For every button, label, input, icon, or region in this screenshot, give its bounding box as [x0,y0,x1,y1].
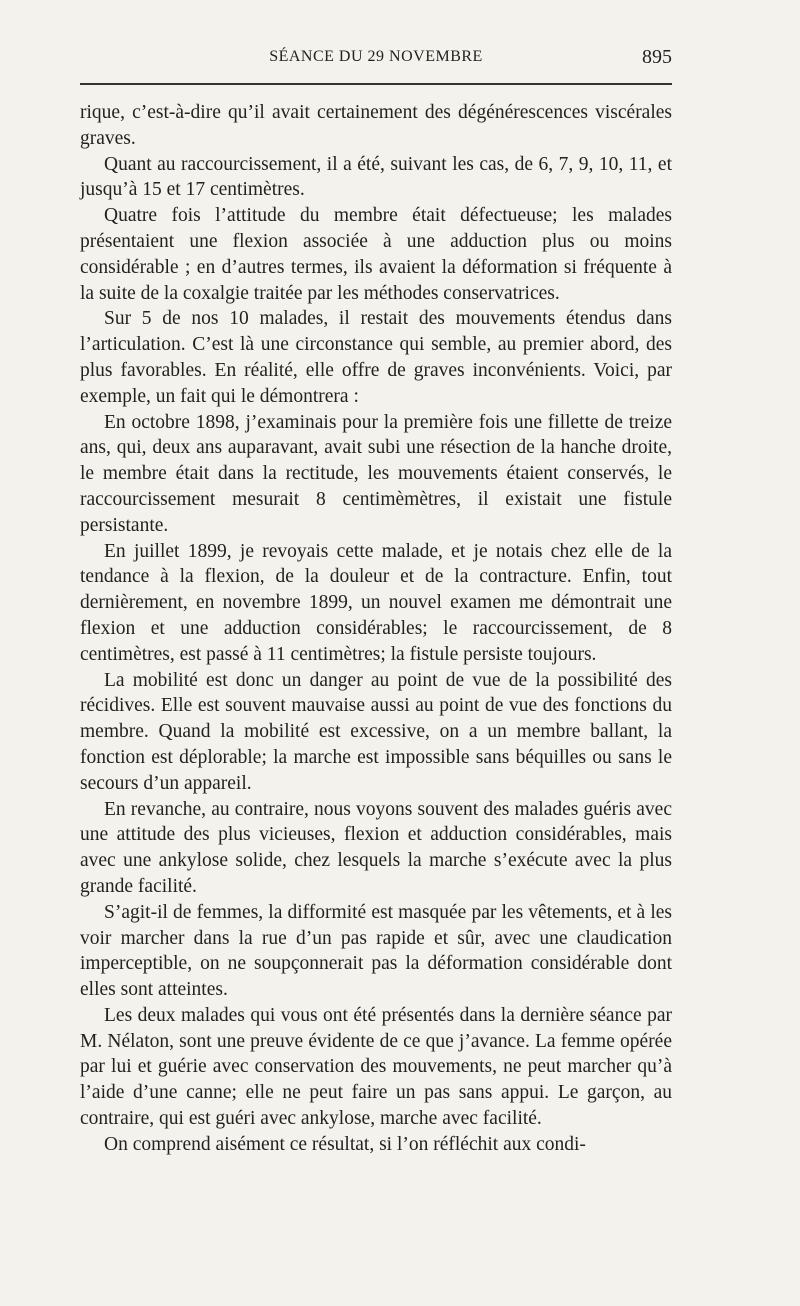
page-number: 895 [642,46,672,68]
running-head: SÉANCE DU 29 NOVEMBRE [269,48,483,65]
body-text [80,100,672,1158]
header-rule [80,83,672,85]
paragraph: Quant au raccourcissement, il a été, suivant les cas, de 6, 7, 9, 10, 11, et jusqu’à 15 et 17 centimètres. [80,153,672,201]
paragraph: La mobilité est donc un danger au point de vue de la possibilité des récidives. Elle est souvent mauvaise aussi au point de vue des fonctions du membre. Quand la mobilité est excessive, on a un membre ballant, la fonction est déplorable; la marche est impossible sans béquilles ou sans le secours d’un appareil. [80,669,672,794]
paragraph: En octobre 1898, j’examinais pour la première fois une fillette de treize ans, qui, deux ans auparavant, avait subi une résection de la hanche droite, le membre était dans la rectitude, les mouvements étaient conservés, le raccourcissement mesurait 8 centimèmètres, il existait une fistule persistante. [80,411,672,536]
paragraph: En juillet 1899, je revoyais cette malade, et je notais chez elle de la tendance à la flexion, de la douleur et de la contracture. Enfin, tout dernièrement, en novembre 1899, un nouvel examen me démontrait une flexion et une adduction considérables; le raccourcissement, de 8 centimètres, est passé à 11 centimètres; la fistule persiste toujours. [80,540,672,665]
paragraph: rique, c’est-à-dire qu’il avait certainement des dégénérescences viscérales graves. [80,102,672,149]
paragraph: Sur 5 de nos 10 malades, il restait des mouvements étendus dans l’articulation. C’est là une circonstance qui semble, au premier abord, des plus favorables. En réalité, elle offre de graves inconvénients. Voici, par exemple, un fait qui le démontrera : [80,308,672,407]
page-header [80,44,672,74]
paragraph: Quatre fois l’attitude du membre était défectueuse; les malades présentaient une flexion associée à une adduction plus ou moins considérable ; en d’autres termes, ils avaient la déformation si fréquente à la suite de la coxalgie traitée par les méthodes conservatrices. [80,205,672,304]
paragraph: Les deux malades qui vous ont été présentés dans la dernière séance par M. Nélaton, sont une preuve évidente de ce que j’avance. La femme opérée par lui et guérie avec conservation des mouvements, ne peut marcher qu’à l’aide d’une canne; elle ne peut faire un pas sans appui. Le garçon, au contraire, qui est guéri avec ankylose, marche avec facilité. [80,1004,672,1130]
paragraph: On comprend aisément ce résultat, si l’on réfléchit aux condi- [104,1133,586,1155]
paragraph: En revanche, au contraire, nous voyons souvent des malades guéris avec une attitude des plus vicieuses, flexion et adduction considérables, mais avec une ankylose solide, chez lesquels la marche s’exécute avec la plus grande facilité. [80,798,672,897]
paragraph: S’agit-il de femmes, la difformité est masquée par les vêtements, et à les voir marcher dans la rue d’un pas rapide et sûr, avec une claudication imperceptible, on ne soupçonnerait pas la déformation considérable dont elles sont atteintes. [80,901,672,1001]
